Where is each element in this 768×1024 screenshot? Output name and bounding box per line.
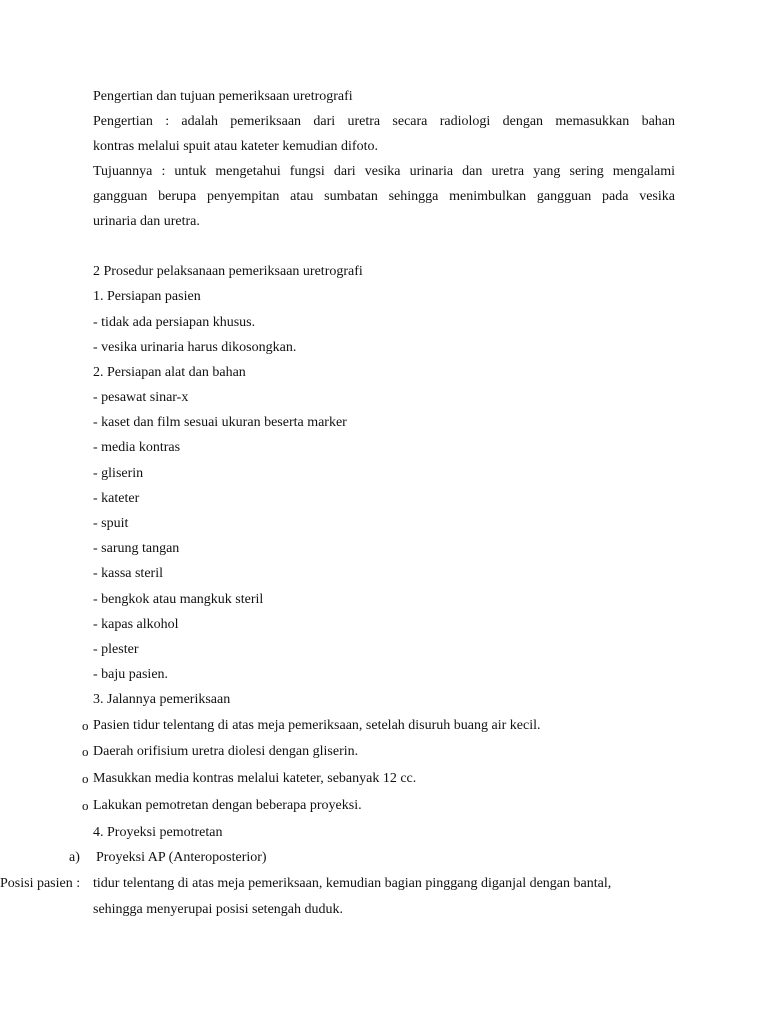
step-4-heading: 4. Proyeksi pemotretan — [93, 825, 223, 840]
tool-item: - bengkok atau mangkuk steril — [93, 592, 264, 607]
patient-position-line-1: tidur telentang di atas meja pemeriksaan, kemudian bagian pinggang diganjal dengan bantal, — [93, 876, 612, 891]
tool-item: - baju pasien. — [93, 667, 169, 682]
step-2-heading: 2. Persiapan alat dan bahan — [93, 365, 246, 380]
tool-item: - kassa steril — [93, 566, 163, 581]
purpose-line-1: Tujuannya : untuk mengetahui fungsi dari vesika urinaria dan uretra yang sering mengalami — [93, 164, 675, 179]
step-1-heading: 1. Persiapan pasien — [93, 289, 201, 304]
procedure-step: Pasien tidur telentang di atas meja pemeriksaan, setelah disuruh buang air kecil. — [93, 718, 541, 733]
sub-item-label: a) — [69, 850, 80, 865]
tool-item: - kaset dan film sesuai ukuran beserta marker — [93, 415, 347, 430]
projection-ap-heading: Proyeksi AP (Anteroposterior) — [96, 850, 267, 865]
tool-item: - plester — [93, 642, 139, 657]
bullet-icon: o — [82, 771, 89, 786]
bullet-icon: o — [82, 744, 89, 759]
purpose-line-2: gangguan berupa penyempitan atau sumbatan sehingga menimbulkan gangguan pada vesika — [93, 189, 675, 204]
definition-line-2: kontras melalui spuit atau kateter kemudian difoto. — [93, 139, 378, 154]
step-1-item-1: - tidak ada persiapan khusus. — [93, 315, 256, 330]
tool-item: - sarung tangan — [93, 541, 180, 556]
step-1-item-2: - vesika urinaria harus dikosongkan. — [93, 340, 297, 355]
tool-item: - spuit — [93, 516, 129, 531]
step-3-heading: 3. Jalannya pemeriksaan — [93, 692, 231, 707]
tool-item: - pesawat sinar-x — [93, 390, 189, 405]
patient-position-label: Posisi pasien : — [0, 876, 81, 891]
section-title-procedure: 2 Prosedur pelaksanaan pemeriksaan uretrografi — [93, 264, 363, 279]
bullet-icon: o — [82, 798, 89, 813]
definition-line-1: Pengertian : adalah pemeriksaan dari uretra secara radiologi dengan memasukkan bahan — [93, 114, 675, 129]
tool-item: - gliserin — [93, 466, 144, 481]
purpose-line-3: urinaria dan uretra. — [93, 214, 200, 229]
bullet-icon: o — [82, 718, 89, 733]
patient-position-line-2: sehingga menyerupai posisi setengah duduk. — [93, 902, 344, 917]
procedure-step: Lakukan pemotretan dengan beberapa proyeksi. — [93, 798, 362, 813]
procedure-step: Masukkan media kontras melalui kateter, sebanyak 12 cc. — [93, 771, 417, 786]
procedure-step: Daerah orifisium uretra diolesi dengan gliserin. — [93, 744, 359, 759]
tool-item: - media kontras — [93, 440, 181, 455]
tool-item: - kateter — [93, 491, 140, 506]
section-title-definition: Pengertian dan tujuan pemeriksaan uretrografi — [93, 89, 353, 104]
tool-item: - kapas alkohol — [93, 617, 179, 632]
